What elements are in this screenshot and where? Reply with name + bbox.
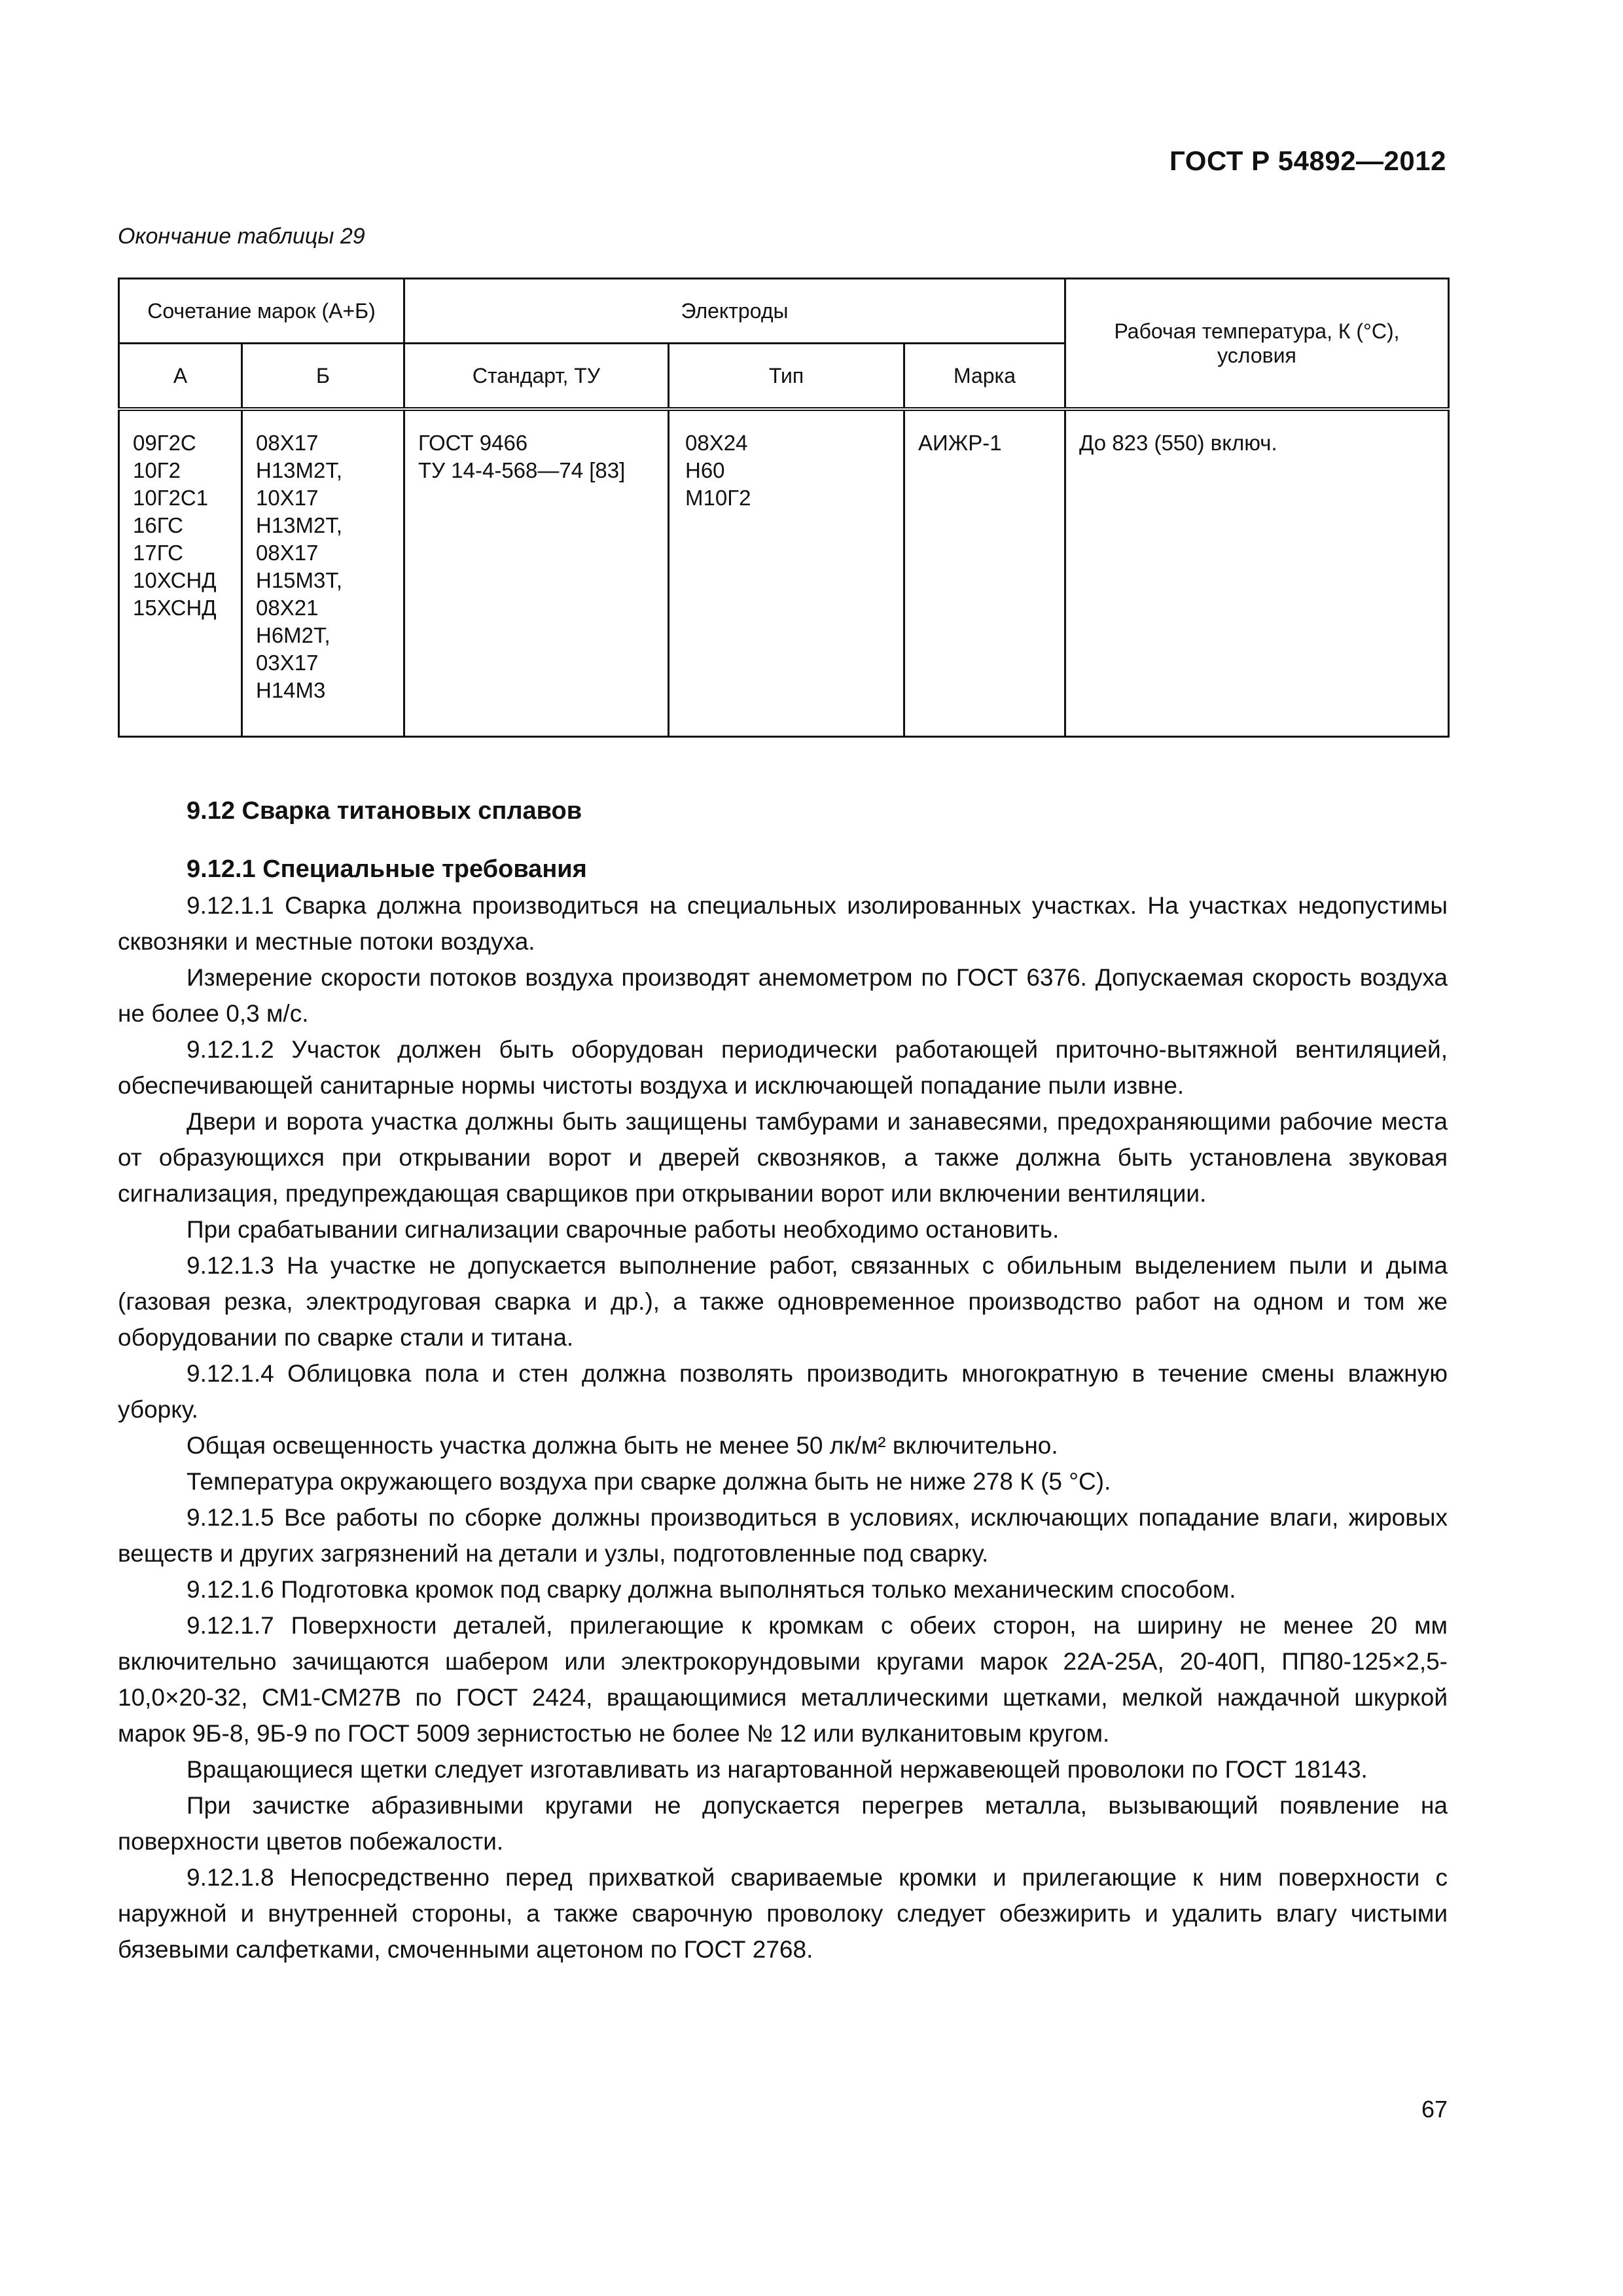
page-number: 67 bbox=[1421, 2096, 1448, 2123]
section-title: 9.12 Сварка титановых сплавов bbox=[187, 797, 582, 825]
header-standard: Стандарт, ТУ bbox=[404, 344, 669, 410]
header-a: А bbox=[119, 344, 242, 410]
paragraph: 9.12.1.4 Облицовка пола и стен должна позволять производить многократную в течение смены влажную уборку. bbox=[118, 1360, 1448, 1423]
paragraph: 9.12.1.6 Подготовка кромок под сварку должна выполняться только механическим способом. bbox=[187, 1576, 1236, 1603]
cell-grade-a: 09Г2С 10Г2 10Г2С1 16ГС 17ГС 10ХСНД 15ХСНД bbox=[119, 409, 242, 736]
paragraph: Измерение скорости потоков воздуха производят анемометром по ГОСТ 6376. Допускаемая скорость воздуха не более 0,3 м/с. bbox=[118, 964, 1448, 1027]
paragraph: 9.12.1.1 Сварка должна производиться на специальных изолированных участках. На участках недопустимы сквозняки и местные потоки воздуха. bbox=[118, 892, 1448, 955]
paragraph: 9.12.1.2 Участок должен быть оборудован периодически работающей приточно-вытяжной вентиляцией, обеспечивающей санитарные нормы чистоты воздуха и исключающей попадание пыли извне. bbox=[118, 1036, 1448, 1099]
paragraph: 9.12.1.7 Поверхности деталей, прилегающие к кромкам с обеих сторон, на ширину не менее 20 мм включительно зачищаются шабером или электрокорундовыми кругами марок 22А-25А, 20-40П, ПП80-125×2,5-10,0×20-32, СМ1-СМ27В по ГОСТ 2424, вращающимися металлическими щетками, мелкой наждачной шкуркой марок 9Б-8, 9Б-9 по ГОСТ 5009 зернистостью не более № 12 или вулканитовым кругом. bbox=[118, 1612, 1448, 1747]
header-combo: Сочетание марок (А+Б) bbox=[119, 279, 404, 344]
header-electrodes: Электроды bbox=[404, 279, 1065, 344]
paragraph: Вращающиеся щетки следует изготавливать из нагартованной нержавеющей проволоки по ГОСТ 18143. bbox=[187, 1756, 1368, 1783]
header-mark: Марка bbox=[904, 344, 1065, 410]
paragraph: При срабатывании сигнализации сварочные работы необходимо остановить. bbox=[187, 1216, 1060, 1243]
paragraph: 9.12.1.3 На участке не допускается выполнение работ, связанных с обильным выделением пыли и дыма (газовая резка, электродуговая сварка и др.), а также одновременное производство работ на одном и том же оборудовании по сварке стали и титана. bbox=[118, 1252, 1448, 1351]
paragraph: При зачистке абразивными кругами не допускается перегрев металла, вызывающий появление на поверхности цветов побежалости. bbox=[118, 1792, 1448, 1855]
paragraph: Общая освещенность участка должна быть не менее 50 лк/м² включительно. bbox=[187, 1432, 1058, 1459]
table-caption: Окончание таблицы 29 bbox=[118, 224, 365, 249]
cell-type: 08Х24 Н60 М10Г2 bbox=[669, 409, 904, 736]
paragraph: Двери и ворота участка должны быть защищены тамбурами и занавесями, предохраняющими рабочие места от образующихся при открывании ворот и дверей сквозняков, а также должна быть установлена звуковая сигнализация, предупреждающая сварщиков при открывании ворот или включении вентиляции. bbox=[118, 1108, 1448, 1207]
table-29 bbox=[118, 278, 1450, 738]
cell-mark: АИЖР-1 bbox=[904, 409, 1065, 736]
subsection-title: 9.12.1 Специальные требования bbox=[187, 855, 587, 883]
paragraph: 9.12.1.5 Все работы по сборке должны производиться в условиях, исключающих попадание влаги, жировых веществ и других загрязнений на детали и узлы, подготовленные под сварку. bbox=[118, 1504, 1448, 1567]
cell-temperature: До 823 (550) включ. bbox=[1065, 409, 1449, 736]
header-type: Тип bbox=[669, 344, 904, 410]
table-row bbox=[119, 409, 1449, 736]
cell-grade-b: 08Х17 Н13М2Т, 10Х17 Н13М2Т, 08Х17 Н15М3Т, 08Х21 Н6М2Т, 03Х17 Н14М3 bbox=[242, 409, 404, 736]
cell-standard: ГОСТ 9466 ТУ 14-4-568—74 [83] bbox=[404, 409, 669, 736]
document-code: ГОСТ Р 54892—2012 bbox=[1169, 145, 1446, 176]
paragraph: Температура окружающего воздуха при сварке должна быть не ниже 278 К (5 °С). bbox=[187, 1468, 1111, 1495]
header-b: Б bbox=[242, 344, 404, 410]
paragraph: 9.12.1.8 Непосредственно перед прихваткой свариваемые кромки и прилегающие к ним поверхности с наружной и внутренней стороны, а также сварочную проволоку следует обезжирить и удалить влагу чистыми бязевыми салфетками, смоченными ацетоном по ГОСТ 2768. bbox=[118, 1864, 1448, 1963]
header-temperature: Рабочая температура, К (°С), условия bbox=[1065, 279, 1449, 410]
section-body bbox=[118, 793, 1448, 1967]
